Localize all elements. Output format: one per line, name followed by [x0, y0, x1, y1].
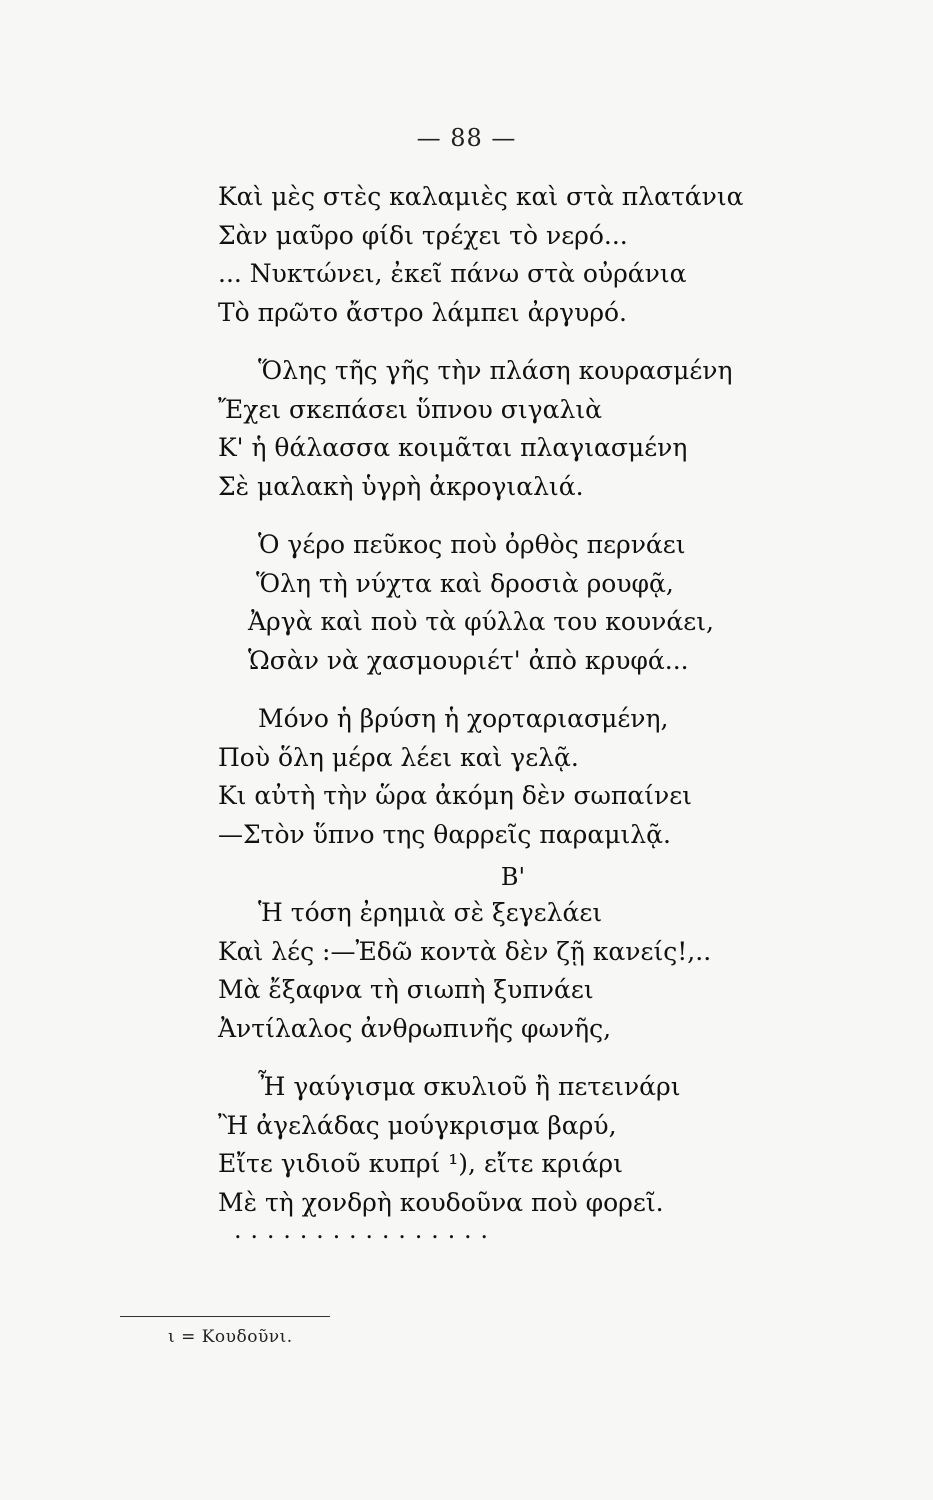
- ellipsis-row: ................: [234, 1216, 497, 1244]
- poem-line: —Στὸν ὕπνο της θαρρεῖς παραμιλᾷ.: [218, 819, 671, 849]
- poem-line: Σὲ μαλακὴ ὑγρὴ ἀκρογιαλιά.: [218, 471, 584, 501]
- poem-line: Ὅλη τὴ νύχτα καὶ δροσιὰ ρουφᾷ,: [256, 568, 674, 598]
- poem-line: Κ' ἡ θάλασσα κοιμᾶται πλαγιασμένη: [218, 433, 688, 462]
- poem-line: Ἡ τόση ἐρημιὰ σὲ ξεγελάει: [258, 898, 603, 927]
- poem-line: Μὰ ἔξαφνα τὴ σιωπὴ ξυπνάει: [218, 975, 594, 1004]
- stanza: [218, 526, 778, 680]
- stanza: [218, 178, 778, 332]
- poem-line: Σὰν μαῦρο φίδι τρέχει τὸ νερό...: [218, 220, 628, 250]
- poem-line: Ὁ γέρο πεῦκος ποὺ ὀρθὸς περνάει: [258, 530, 686, 559]
- poem-line: Μόνο ἡ βρύση ἡ χορταριασμένη,: [258, 704, 669, 733]
- section-heading: Β': [500, 863, 526, 891]
- footnote: ι = Κουδοῦνι.: [168, 1327, 293, 1347]
- stanza-gap: [218, 1048, 778, 1068]
- poem-line: Ὅλης τῆς γῆς τὴν πλάση κουρασμένη: [258, 356, 733, 385]
- poem-body: [218, 178, 778, 1252]
- poem-line: Ἀργὰ καὶ ποὺ τὰ φύλλα του κουνάει,: [248, 607, 714, 636]
- poem-line: Ἀντίλαλος ἀνθρωπινῆς φωνῆς,: [218, 1013, 612, 1043]
- poem-line: Ὡσὰν νὰ χασμουριέτ' ἀπὸ κρυφά...: [248, 645, 689, 675]
- poem-line: Εἴτε γιδιοῦ κυπρί ¹), εἴτε κριάρι: [218, 1149, 623, 1178]
- poem-line: Τὸ πρῶτο ἄστρο λάμπει ἀργυρό.: [218, 297, 628, 327]
- poem-line: Ἔχει σκεπάσει ὕπνου σιγαλιὰ: [218, 394, 603, 424]
- stanza: [218, 894, 778, 1048]
- stanza: [218, 700, 778, 854]
- poem-line: Κι αὐτὴ τὴν ὥρα ἀκόμη δὲν σωπαίνει: [218, 781, 692, 810]
- poem-line: Ἦ γαύγισμα σκυλιοῦ ἢ πετεινάρι: [258, 1072, 681, 1101]
- footnote-divider: [120, 1316, 330, 1317]
- stanza-gap: [218, 680, 778, 700]
- stanza-gap: [218, 506, 778, 526]
- page-number: — 88 —: [416, 124, 517, 152]
- stanza: [218, 352, 778, 506]
- stanza: [218, 1068, 778, 1222]
- poem-line: Καὶ λές :—Ἐδῶ κοντὰ δὲν ζῇ κανείς!,..: [218, 936, 712, 966]
- stanza-gap: [218, 332, 778, 352]
- poem-line: ... Νυκτώνει, ἐκεῖ πάνω στὰ οὐράνια: [218, 259, 687, 288]
- poem-line: Καὶ μὲς στὲς καλαμιὲς καὶ στὰ πλατάνια: [218, 182, 744, 211]
- poem-line: Ποὺ ὅλη μέρα λέει καὶ γελᾷ.: [218, 742, 579, 772]
- poem-line: Μὲ τὴ χονδρὴ κουδοῦνα ποὺ φορεῖ.: [218, 1187, 664, 1217]
- poem-line: Ἢ ἀγελάδας μούγκρισμα βαρύ,: [218, 1110, 617, 1140]
